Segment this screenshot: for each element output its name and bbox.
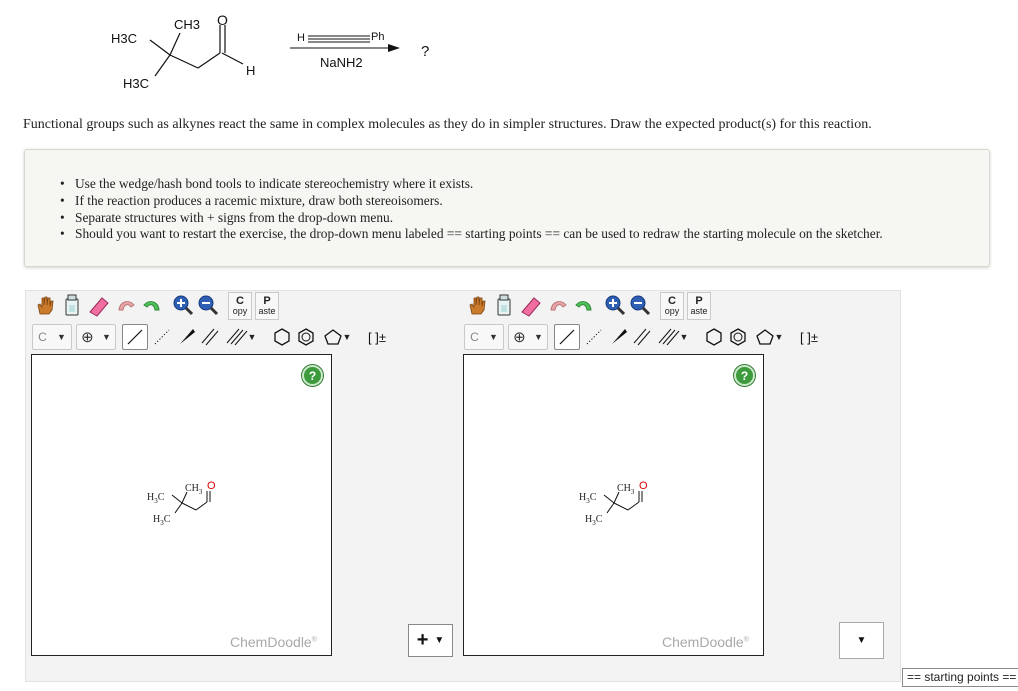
molecule-ch3-label: $CH_3$ [617, 483, 635, 496]
reactant-h3c-left-label: H3C [111, 31, 138, 46]
wedge-bond-tool[interactable] [607, 324, 631, 350]
single-bond-icon [558, 328, 576, 346]
caret-down-icon: ▼ [533, 332, 543, 342]
eraser-icon[interactable] [86, 292, 112, 318]
redo-icon[interactable] [572, 292, 596, 318]
redo-icon[interactable] [140, 292, 164, 318]
benzene-icon [728, 327, 748, 347]
pentagon-icon [755, 327, 775, 347]
eraser-icon[interactable] [518, 292, 544, 318]
triple-bond-select[interactable] [654, 324, 692, 350]
benzene-tool[interactable] [294, 324, 318, 350]
chemdoodle-watermark: ChemDoodle® [230, 634, 317, 650]
triple-bond-select[interactable] [222, 324, 260, 350]
caret-down-icon: ▼ [774, 332, 784, 342]
reactant-oxygen-label: O [217, 12, 228, 28]
wedge-bond-icon [609, 327, 629, 347]
molecule-h3c-label: $H_3C$ [585, 514, 603, 527]
atom-label-select[interactable] [464, 324, 504, 350]
clear-icon[interactable] [492, 292, 516, 318]
hexagon-icon [704, 327, 724, 347]
caret-down-icon: ▼ [856, 635, 867, 646]
cyclohexane-tool[interactable] [702, 324, 726, 350]
hint-item: • If the reaction produces a racemic mixture, draw both stereoisomers. [75, 193, 883, 210]
charge-plus-icon: ⊕ [513, 329, 526, 346]
caret-down-icon: ▼ [56, 332, 66, 342]
molecule-h3c-label: $H_3C$ [147, 492, 165, 505]
reactant-ch3-label: CH3 [174, 17, 201, 32]
zoom-in-icon[interactable] [171, 292, 195, 318]
benzene-tool[interactable] [726, 324, 750, 350]
single-bond-tool[interactable] [554, 324, 580, 350]
atom-label: C [470, 330, 479, 344]
copy-button[interactable]: C opy [228, 292, 252, 320]
undo-icon[interactable] [114, 292, 138, 318]
charge-bracket-tool[interactable]: [ ]± [800, 329, 818, 345]
sketcher-canvas-left[interactable] [31, 354, 332, 656]
zoom-out-icon[interactable] [196, 292, 220, 318]
starting-points-select[interactable]: == starting points == [902, 668, 1018, 687]
clear-icon[interactable] [60, 292, 84, 318]
help-icon[interactable]: ? [302, 365, 323, 386]
base-reagent-label: NaNH2 [320, 55, 363, 70]
molecule-h3c-label: $H_3C$ [579, 492, 597, 505]
double-bond-icon [200, 327, 220, 347]
hint-item: • Use the wedge/hash bond tools to indicate stereochemistry where it exists. [75, 176, 883, 193]
caret-down-icon: ▼ [342, 332, 352, 342]
reactant-hydrogen-label: H [246, 63, 256, 78]
hexagon-icon [272, 327, 292, 347]
hint-item: • Separate structures with + signs from the drop-down menu. [75, 210, 883, 227]
zoom-out-icon[interactable] [628, 292, 652, 318]
caret-down-icon: ▼ [679, 332, 689, 342]
single-bond-icon [126, 328, 144, 346]
paste-button[interactable]: P aste [255, 292, 279, 320]
undo-icon[interactable] [546, 292, 570, 318]
product-select[interactable] [839, 622, 884, 659]
charge-plus-icon: ⊕ [81, 329, 94, 346]
triple-bond-icon [226, 327, 248, 347]
charge-select[interactable] [508, 324, 548, 350]
wedge-bond-icon [177, 327, 197, 347]
hash-bond-tool[interactable] [150, 324, 174, 350]
hand-icon[interactable] [464, 292, 490, 318]
atom-label-select[interactable] [32, 324, 72, 350]
molecule-h3c-label: $H_3C$ [153, 514, 171, 527]
double-bond-tool[interactable] [630, 324, 654, 350]
double-bond-icon [632, 327, 652, 347]
charge-select[interactable] [76, 324, 116, 350]
wedge-bond-tool[interactable] [175, 324, 199, 350]
hint-box [24, 149, 990, 267]
hash-bond-icon [152, 327, 172, 347]
separator-select[interactable] [408, 624, 453, 657]
caret-down-icon: ▼ [247, 332, 257, 342]
reactant-h3c-bottom-label: H3C [123, 76, 150, 91]
benzene-icon [296, 327, 316, 347]
chemdoodle-watermark: ChemDoodle® [662, 634, 749, 650]
hash-bond-tool[interactable] [582, 324, 606, 350]
reaction-arrow [290, 42, 404, 54]
sketcher-canvas-right[interactable] [463, 354, 764, 656]
double-bond-tool[interactable] [198, 324, 222, 350]
caret-down-icon: ▼ [488, 332, 498, 342]
charge-bracket-tool[interactable]: [ ]± [368, 329, 386, 345]
product-unknown: ? [421, 43, 430, 60]
molecule-oxygen-label: O [639, 480, 648, 492]
paste-button[interactable]: P aste [687, 292, 711, 320]
pentagon-icon [323, 327, 343, 347]
single-bond-tool[interactable] [122, 324, 148, 350]
alkyne-h-label: H [297, 32, 305, 44]
triple-bond-icon [658, 327, 680, 347]
molecule-oxygen-label: O [207, 480, 216, 492]
hash-bond-icon [584, 327, 604, 347]
caret-down-icon: ▼ [101, 332, 111, 342]
zoom-in-icon[interactable] [603, 292, 627, 318]
cyclohexane-tool[interactable] [270, 324, 294, 350]
hand-icon[interactable] [32, 292, 58, 318]
copy-button[interactable]: C opy [660, 292, 684, 320]
caret-down-icon: ▼ [434, 635, 445, 646]
separator-value: + [416, 629, 429, 651]
alkyne-ph-label: Ph [371, 31, 385, 43]
ring-select[interactable] [318, 324, 356, 350]
atom-label: C [38, 330, 47, 344]
hint-list [75, 176, 883, 243]
hint-item: • Should you want to restart the exercise, the drop-down menu labeled == starting points == can be used to redraw the starting molecule on the sketcher. [75, 226, 883, 243]
ring-select[interactable] [750, 324, 788, 350]
help-icon[interactable]: ? [734, 365, 755, 386]
question-text: Functional groups such as alkynes react the same in complex molecules as they do in simpler structures. Draw the expected product(s) for this reaction. [23, 117, 872, 132]
molecule-ch3-label: $CH_3$ [185, 483, 203, 496]
